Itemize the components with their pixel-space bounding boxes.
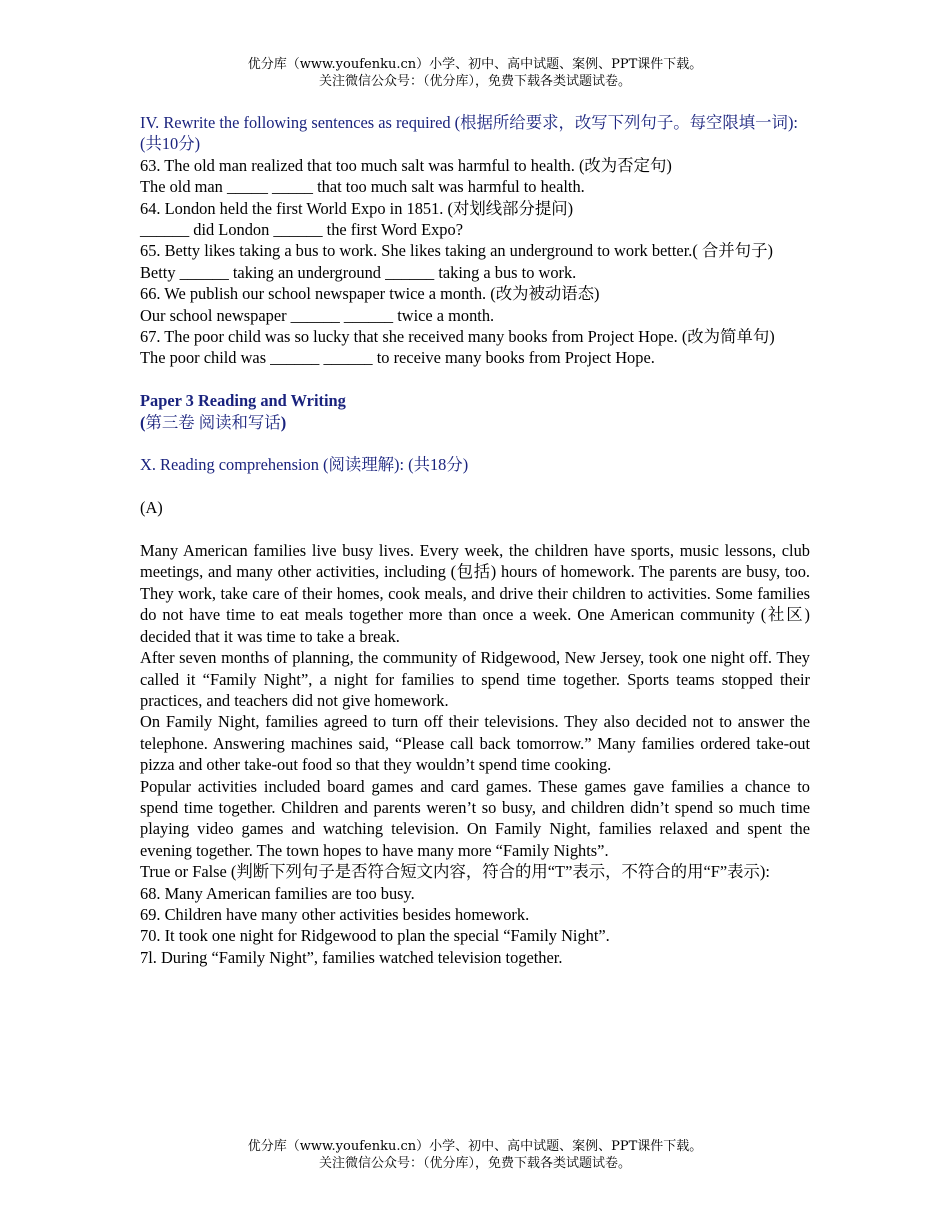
q64-answer-line: ______ did London ______ the first Word Expo? bbox=[140, 220, 463, 240]
q65-line: 65. Betty likes taking a bus to work. She likes taking an underground to work better.( 合并句子) bbox=[140, 241, 773, 261]
spacer bbox=[140, 369, 810, 390]
passage-paragraph-1: Many American families live busy lives. Every week, the children have sports, music lessons, club meetings, and many other activities, including (包括) hours of homework. The parents are busy, too. They work, take care of their homes, cook meals, and drive their children to activities. Some families do not have time to eat meals together more than once a week. One American community (社区) decided that it was time to take a break. bbox=[140, 541, 810, 646]
passage-paragraph-4: Popular activities included board games and card games. These games gave families a chance to spend time together. Children and parents weren’t so busy, and children didn’t spend so much time playing video games and watching television. On Family Night, families relaxed and spent the evening together. The town hopes to have many more “Family Nights”. bbox=[140, 776, 810, 860]
spacer bbox=[140, 433, 810, 454]
q66-answer-line: Our school newspaper ______ ______ twice a month. bbox=[140, 305, 495, 325]
q70-line: 70. It took one night for Ridgewood to plan the special “Family Night”. bbox=[140, 926, 610, 946]
page-footer bbox=[0, 1138, 950, 1172]
part-a-label: (A) bbox=[140, 498, 163, 518]
q67-line: 67. The poor child was so lucky that she received many books from Project Hope. (改为简单句) bbox=[140, 327, 775, 347]
q71-line: 7l. During “Family Night”, families watched television together. bbox=[140, 947, 563, 967]
q64-line: 64. London held the first World Expo in 1851. (对划线部分提问) bbox=[140, 198, 574, 218]
q66-line: 66. We publish our school newspaper twice a month. (改为被动语态) bbox=[140, 284, 600, 304]
header-line-1: 优分库（www.youfenku.cn）小学、初中、高中试题、案例、PPT课件下载。 bbox=[247, 57, 703, 72]
section-4-heading: IV. Rewrite the following sentences as required (根据所给要求，改写下列句子。每空限填一词): (共10分) bbox=[140, 113, 798, 154]
paper-3-title: Paper 3 Reading and Writing bbox=[140, 391, 346, 411]
page-header bbox=[0, 56, 950, 90]
true-false-instruction: True or False (判断下列句子是否符合短文内容，符合的用“T”表示，不符合的用“F”表示): bbox=[140, 862, 770, 882]
passage-paragraph-2: After seven months of planning, the community of Ridgewood, New Jersey, took one night off. They called it “Family Night”, a night for families to spend time together. Sports teams stopped their practices, and teachers did not give homework. bbox=[140, 648, 810, 710]
section-10-heading: X. Reading comprehension (阅读理解): (共18分) bbox=[140, 455, 469, 475]
q67-answer-line: The poor child was ______ ______ to receive many books from Project Hope. bbox=[140, 348, 655, 368]
header-line-2: 关注微信公众号：（优分库），免费下载各类试题试卷。 bbox=[318, 74, 631, 89]
paper-3-subtitle-open: ( bbox=[140, 412, 146, 432]
footer-line-1: 优分库（www.youfenku.cn）小学、初中、高中试题、案例、PPT课件下载。 bbox=[247, 1139, 703, 1154]
page-content bbox=[140, 112, 810, 968]
passage-paragraph-3: On Family Night, families agreed to turn off their televisions. They also decided not to answer the telephone. Answering machines said, “Please call back tomorrow.” Many families ordered take-out pizza and other take-out food so that they wouldn’t spend time cooking. bbox=[140, 712, 810, 775]
q65-answer-line: Betty ______ taking an underground ______ taking a bus to work. bbox=[140, 262, 577, 282]
q69-line: 69. Children have many other activities besides homework. bbox=[140, 904, 530, 924]
spacer bbox=[140, 476, 810, 497]
paper-3-subtitle bbox=[140, 412, 810, 433]
q68-line: 68. Many American families are too busy. bbox=[140, 883, 415, 903]
spacer bbox=[140, 519, 810, 540]
paper-3-subtitle-text: 第三卷 阅读和写话 bbox=[145, 412, 281, 432]
footer-line-2: 关注微信公众号：（优分库），免费下载各类试题试卷。 bbox=[318, 1156, 631, 1171]
q63-line: 63. The old man realized that too much salt was harmful to health. (改为否定句) bbox=[140, 155, 672, 175]
paper-3-subtitle-close: ) bbox=[280, 412, 287, 432]
q63-answer-line: The old man _____ _____ that too much salt was harmful to health. bbox=[140, 177, 585, 197]
